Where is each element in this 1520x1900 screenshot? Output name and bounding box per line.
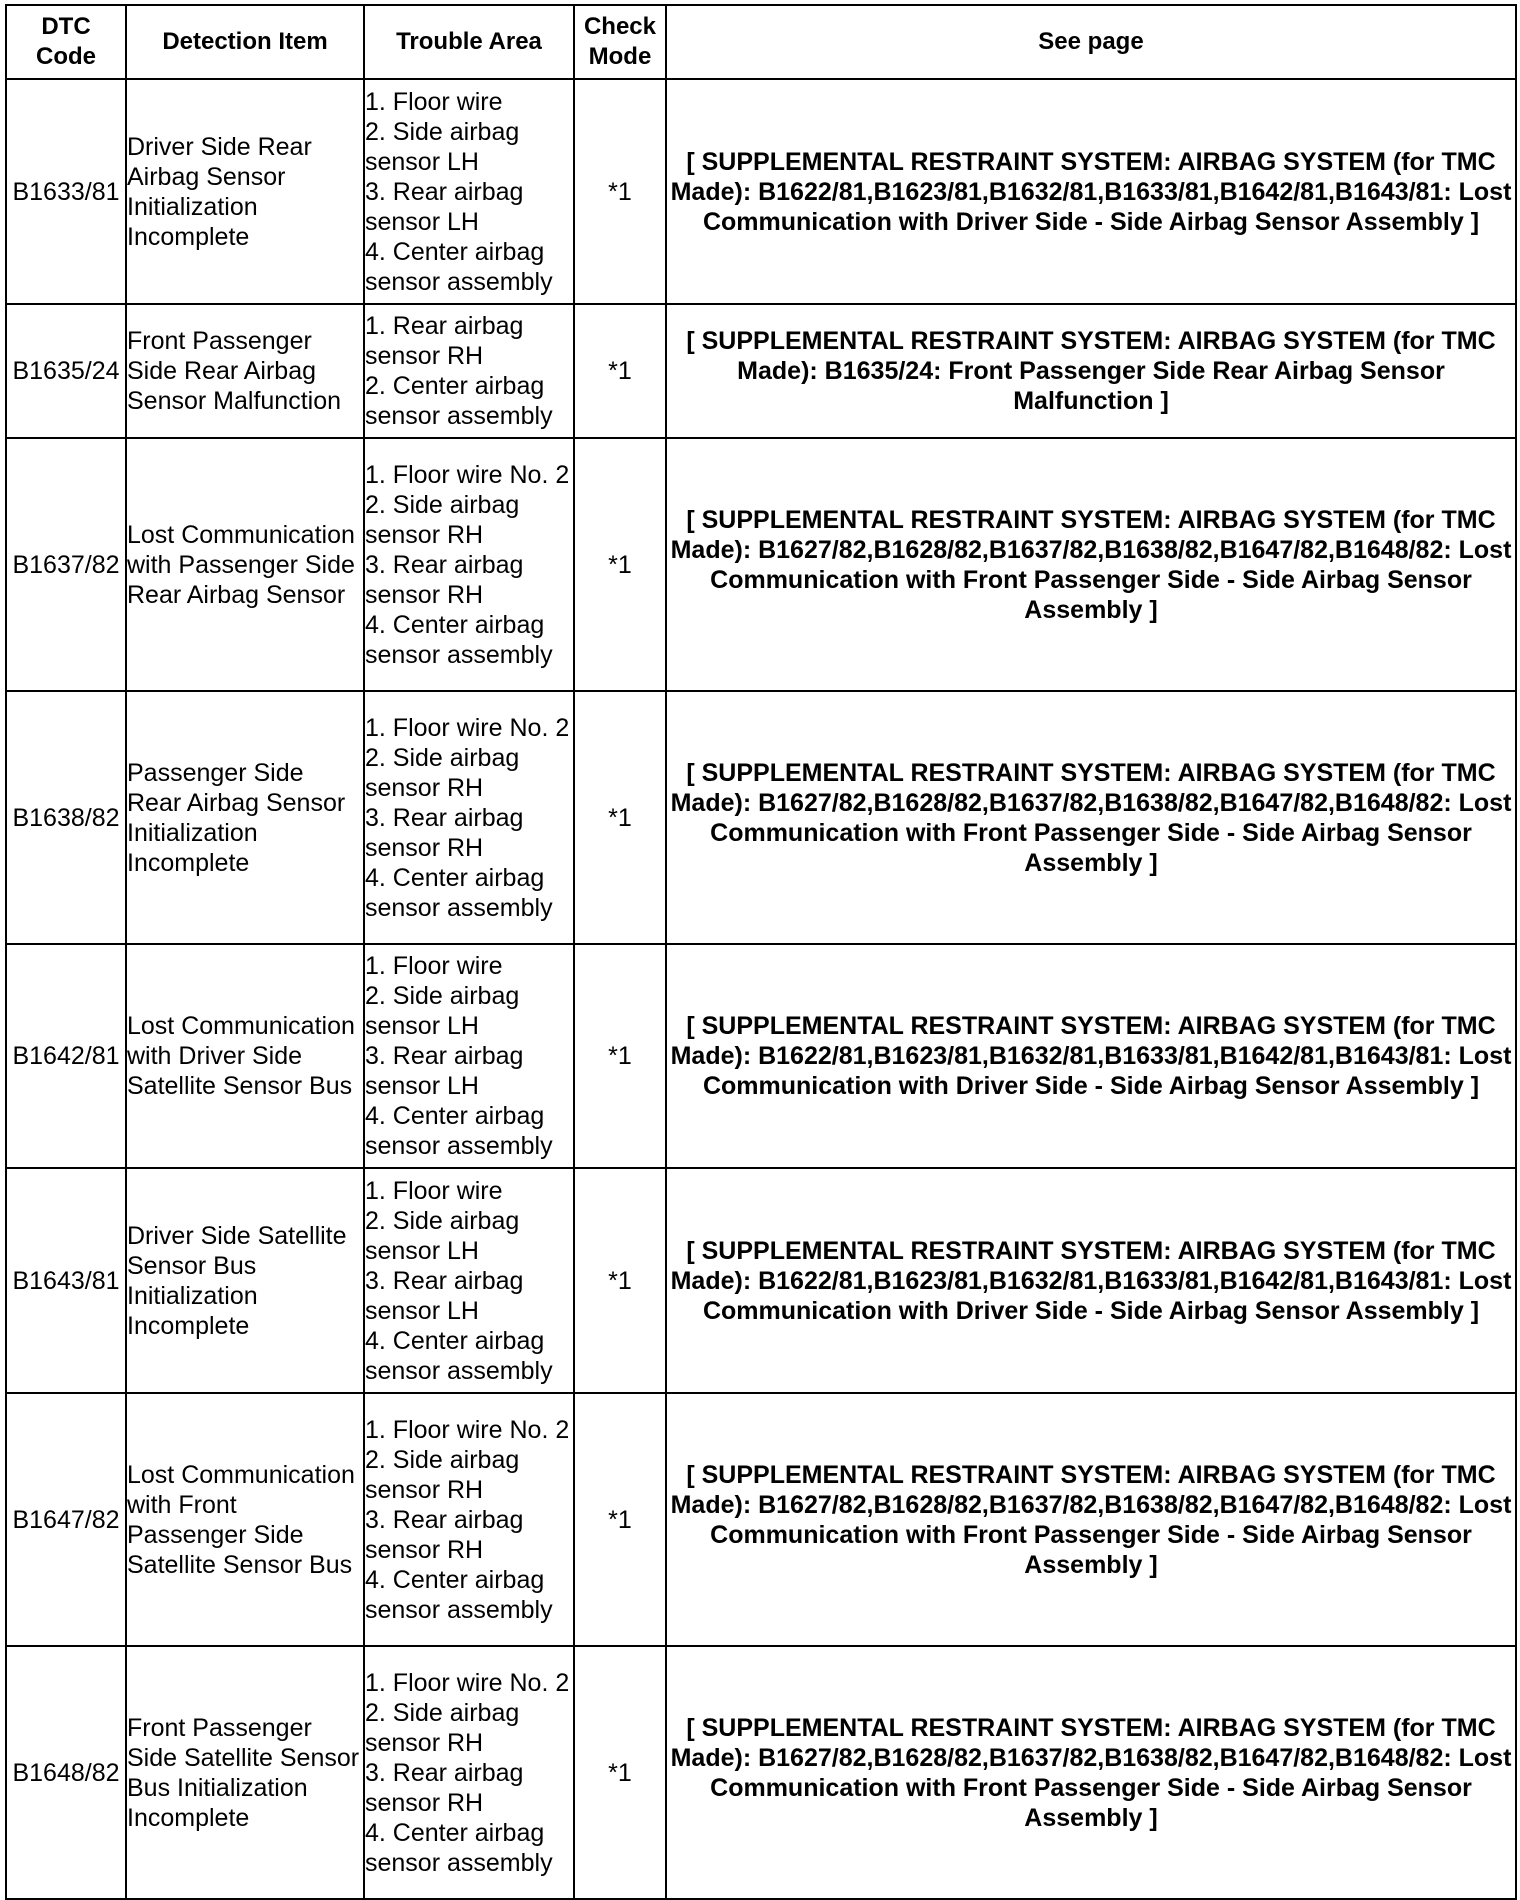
dtc-code-cell: B1642/81 <box>6 944 126 1168</box>
trouble-area-item: 2. Side airbag sensor LH <box>365 1206 520 1265</box>
trouble-area-item: 3. Rear airbag sensor RH <box>365 550 524 609</box>
trouble-area-item: 4. Center airbag sensor assembly <box>365 863 553 922</box>
detection-item-cell: Lost Communication with Driver Side Satellite Sensor Bus <box>126 944 364 1168</box>
trouble-area-item: 1. Floor wire No. 2 <box>365 460 570 489</box>
header-check-mode: Check Mode <box>574 5 666 79</box>
table-row <box>6 691 1516 944</box>
trouble-area-item: 2. Center airbag sensor assembly <box>365 372 553 430</box>
trouble-area-item: 3. Rear airbag sensor RH <box>365 803 524 862</box>
check-mode-cell: *1 <box>574 1646 666 1899</box>
trouble-area-item: 1. Floor wire <box>365 87 503 116</box>
check-mode-cell: *1 <box>574 1168 666 1393</box>
trouble-area-item: 1. Rear airbag sensor RH <box>365 312 524 370</box>
trouble-area-item: 1. Floor wire <box>365 952 503 980</box>
trouble-area-cell <box>364 1646 574 1899</box>
dtc-code-cell: B1638/82 <box>6 691 126 944</box>
check-mode-cell: *1 <box>574 304 666 438</box>
detection-item-cell: Driver Side Satellite Sensor Bus Initialization Incomplete <box>126 1168 364 1393</box>
trouble-area-item: 2. Side airbag sensor RH <box>365 1698 520 1757</box>
trouble-area-cell <box>364 304 574 438</box>
header-see-page: See page <box>666 5 1516 79</box>
table-row <box>6 944 1516 1168</box>
trouble-area-item: 4. Center airbag sensor assembly <box>365 1326 553 1385</box>
trouble-area-item: 4. Center airbag sensor assembly <box>365 1102 553 1160</box>
trouble-area-item: 3. Rear airbag sensor RH <box>365 1505 524 1564</box>
dtc-table <box>5 4 1517 1900</box>
see-page-link[interactable]: [ SUPPLEMENTAL RESTRAINT SYSTEM: AIRBAG SYSTEM (for TMC Made): B1622/81,B1623/81,B1632/81,B1633/81,B1642/81,B1643/81: Lost Communication with Driver Side - Side Airbag Sensor Assembly ] <box>666 79 1516 304</box>
trouble-area-item: 3. Rear airbag sensor RH <box>365 1758 524 1817</box>
see-page-link[interactable]: [ SUPPLEMENTAL RESTRAINT SYSTEM: AIRBAG SYSTEM (for TMC Made): B1627/82,B1628/82,B1637/82,B1638/82,B1647/82,B1648/82: Lost Communication with Front Passenger Side - Side Airbag Sensor Assembly ] <box>666 438 1516 691</box>
table-body <box>6 79 1516 1899</box>
trouble-area-item: 1. Floor wire No. 2 <box>365 1415 570 1444</box>
dtc-code-cell: B1635/24 <box>6 304 126 438</box>
detection-item-cell: Lost Communication with Passenger Side Rear Airbag Sensor <box>126 438 364 691</box>
dtc-code-cell: B1648/82 <box>6 1646 126 1899</box>
see-page-link[interactable]: [ SUPPLEMENTAL RESTRAINT SYSTEM: AIRBAG SYSTEM (for TMC Made): B1635/24: Front Passenger Side Rear Airbag Sensor Malfunction ] <box>666 304 1516 438</box>
check-mode-cell: *1 <box>574 438 666 691</box>
dtc-code-cell: B1643/81 <box>6 1168 126 1393</box>
detection-item-cell: Driver Side Rear Airbag Sensor Initialization Incomplete <box>126 79 364 304</box>
table-header-row <box>6 5 1516 79</box>
trouble-area-cell <box>364 691 574 944</box>
trouble-area-item: 4. Center airbag sensor assembly <box>365 610 553 669</box>
detection-item-cell: Lost Communication with Front Passenger Side Satellite Sensor Bus <box>126 1393 364 1646</box>
trouble-area-cell <box>364 1393 574 1646</box>
check-mode-cell: *1 <box>574 79 666 304</box>
table-row <box>6 1168 1516 1393</box>
trouble-area-item: 3. Rear airbag sensor LH <box>365 177 524 236</box>
trouble-area-item: 1. Floor wire No. 2 <box>365 1668 570 1697</box>
check-mode-cell: *1 <box>574 944 666 1168</box>
dtc-code-cell: B1647/82 <box>6 1393 126 1646</box>
trouble-area-item: 3. Rear airbag sensor LH <box>365 1266 524 1325</box>
trouble-area-item: 2. Side airbag sensor RH <box>365 1445 520 1504</box>
trouble-area-item: 2. Side airbag sensor RH <box>365 490 520 549</box>
check-mode-cell: *1 <box>574 691 666 944</box>
trouble-area-item: 1. Floor wire No. 2 <box>365 713 570 742</box>
dtc-code-cell: B1637/82 <box>6 438 126 691</box>
table-row <box>6 1646 1516 1899</box>
dtc-code-cell: B1633/81 <box>6 79 126 304</box>
trouble-area-item: 1. Floor wire <box>365 1176 503 1205</box>
detection-item-cell: Front Passenger Side Satellite Sensor Bus Initialization Incomplete <box>126 1646 364 1899</box>
table-row <box>6 304 1516 438</box>
see-page-link[interactable]: [ SUPPLEMENTAL RESTRAINT SYSTEM: AIRBAG SYSTEM (for TMC Made): B1627/82,B1628/82,B1637/82,B1638/82,B1647/82,B1648/82: Lost Communication with Front Passenger Side - Side Airbag Sensor Assembly ] <box>666 691 1516 944</box>
see-page-link[interactable]: [ SUPPLEMENTAL RESTRAINT SYSTEM: AIRBAG SYSTEM (for TMC Made): B1627/82,B1628/82,B1637/82,B1638/82,B1647/82,B1648/82: Lost Communication with Front Passenger Side - Side Airbag Sensor Assembly ] <box>666 1646 1516 1899</box>
trouble-area-cell <box>364 944 574 1168</box>
trouble-area-item: 2. Side airbag sensor LH <box>365 982 520 1040</box>
see-page-link[interactable]: [ SUPPLEMENTAL RESTRAINT SYSTEM: AIRBAG SYSTEM (for TMC Made): B1627/82,B1628/82,B1637/82,B1638/82,B1647/82,B1648/82: Lost Communication with Front Passenger Side - Side Airbag Sensor Assembly ] <box>666 1393 1516 1646</box>
header-dtc-code: DTC Code <box>6 5 126 79</box>
header-detection-item: Detection Item <box>126 5 364 79</box>
see-page-link[interactable]: [ SUPPLEMENTAL RESTRAINT SYSTEM: AIRBAG SYSTEM (for TMC Made): B1622/81,B1623/81,B1632/81,B1633/81,B1642/81,B1643/81: Lost Communication with Driver Side - Side Airbag Sensor Assembly ] <box>666 944 1516 1168</box>
table-row <box>6 1393 1516 1646</box>
header-trouble-area: Trouble Area <box>364 5 574 79</box>
trouble-area-item: 3. Rear airbag sensor LH <box>365 1042 524 1100</box>
trouble-area-item: 4. Center airbag sensor assembly <box>365 1565 553 1624</box>
table-row <box>6 438 1516 691</box>
trouble-area-cell <box>364 438 574 691</box>
trouble-area-item: 4. Center airbag sensor assembly <box>365 1818 553 1877</box>
trouble-area-cell <box>364 79 574 304</box>
check-mode-cell: *1 <box>574 1393 666 1646</box>
trouble-area-item: 4. Center airbag sensor assembly <box>365 237 553 296</box>
trouble-area-cell <box>364 1168 574 1393</box>
see-page-link[interactable]: [ SUPPLEMENTAL RESTRAINT SYSTEM: AIRBAG SYSTEM (for TMC Made): B1622/81,B1623/81,B1632/81,B1633/81,B1642/81,B1643/81: Lost Communication with Driver Side - Side Airbag Sensor Assembly ] <box>666 1168 1516 1393</box>
trouble-area-item: 2. Side airbag sensor RH <box>365 743 520 802</box>
detection-item-cell: Front Passenger Side Rear Airbag Sensor Malfunction <box>126 304 364 438</box>
detection-item-cell: Passenger Side Rear Airbag Sensor Initialization Incomplete <box>126 691 364 944</box>
trouble-area-item: 2. Side airbag sensor LH <box>365 117 520 176</box>
table-row <box>6 79 1516 304</box>
